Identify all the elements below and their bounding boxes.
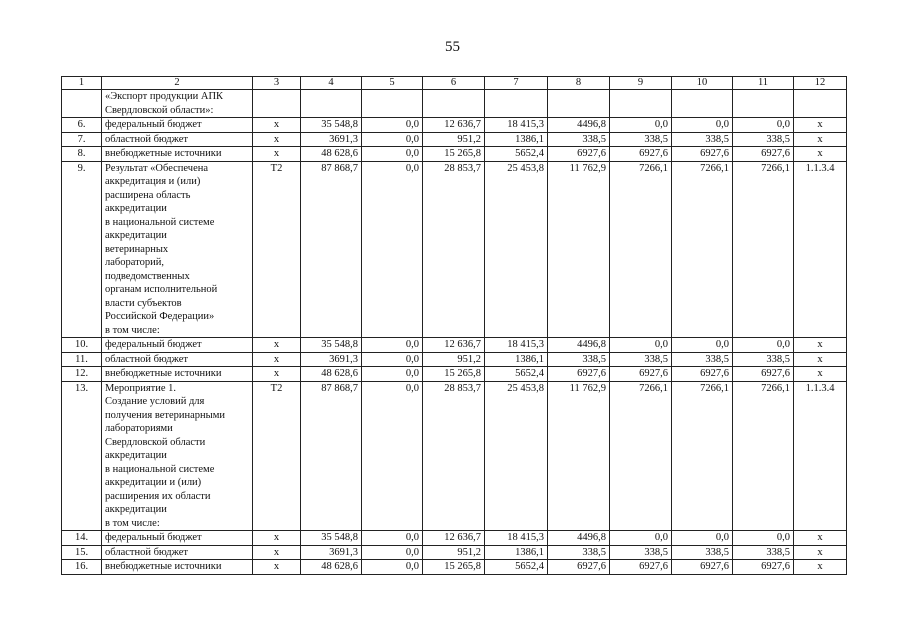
description-line: получения ветеринарными: [105, 409, 225, 421]
row-number-cell: 13.: [62, 381, 102, 531]
column-header: 1: [62, 77, 102, 90]
description-cell: [102, 352, 253, 367]
column-header: 12: [794, 77, 847, 90]
value-cell: [423, 90, 485, 118]
description-line: федеральный бюджет: [105, 532, 202, 543]
value-cell: 1386,1: [485, 132, 548, 147]
value-cell: 951,2: [423, 132, 485, 147]
table-row: [62, 352, 847, 367]
description-line: внебюджетные источники: [105, 368, 222, 379]
value-cell: 12 636,7: [423, 118, 485, 133]
value-cell: 0,0: [362, 560, 423, 575]
value-cell: 0,0: [362, 367, 423, 382]
value-cell: 7266,1: [672, 381, 733, 531]
description-line: аккредитация и (или): [105, 176, 201, 187]
table-row: [62, 338, 847, 353]
value-cell: 87 868,7: [301, 381, 362, 531]
row-number-cell: 14.: [62, 531, 102, 546]
indicator-code-cell: x: [253, 118, 301, 133]
value-cell: 0,0: [362, 132, 423, 147]
value-cell: 0,0: [733, 531, 794, 546]
value-cell: 15 265,8: [423, 560, 485, 575]
description-line: областной бюджет: [105, 546, 188, 558]
description-line: аккредитации: [105, 504, 167, 515]
description-line: лабораториями: [105, 423, 173, 434]
description-line: Результат «Обеспечена: [105, 162, 209, 174]
description-line: Свердловской области: [105, 436, 206, 448]
indicator-code-cell: x: [253, 132, 301, 147]
indicator-code-cell: x: [253, 352, 301, 367]
value-cell: 0,0: [362, 147, 423, 162]
value-cell: [733, 90, 794, 118]
description-line: подведомственных: [105, 270, 190, 282]
value-cell: 0,0: [362, 338, 423, 353]
table-row: [62, 118, 847, 133]
table-row: [62, 147, 847, 162]
value-cell: 6927,6: [672, 147, 733, 162]
value-cell: 6927,6: [733, 367, 794, 382]
value-cell: 338,5: [672, 352, 733, 367]
value-cell: 7266,1: [733, 161, 794, 338]
column-header: 5: [362, 77, 423, 90]
value-cell: 0,0: [362, 161, 423, 338]
value-cell: 12 636,7: [423, 338, 485, 353]
value-cell: [548, 90, 610, 118]
indicator-code-cell: x: [253, 147, 301, 162]
value-cell: 11 762,9: [548, 161, 610, 338]
table-row: [62, 132, 847, 147]
row-number-cell: [62, 90, 102, 118]
table-row: [62, 531, 847, 546]
value-cell: 0,0: [362, 352, 423, 367]
value-cell: 6927,6: [610, 560, 672, 575]
description-line: внебюджетные источники: [105, 561, 222, 572]
value-cell: 35 548,8: [301, 531, 362, 546]
value-cell: 18 415,3: [485, 531, 548, 546]
value-cell: 3691,3: [301, 132, 362, 147]
value-cell: 28 853,7: [423, 381, 485, 531]
value-cell: 87 868,7: [301, 161, 362, 338]
column-header: 2: [102, 77, 253, 90]
value-cell: 0,0: [672, 118, 733, 133]
target-ref-cell: x: [794, 367, 847, 382]
value-cell: 6927,6: [672, 560, 733, 575]
value-cell: 338,5: [610, 545, 672, 560]
value-cell: 0,0: [362, 531, 423, 546]
value-cell: 0,0: [672, 338, 733, 353]
value-cell: 1386,1: [485, 352, 548, 367]
table-row: [62, 381, 847, 531]
value-cell: 25 453,8: [485, 381, 548, 531]
column-header: 8: [548, 77, 610, 90]
column-header: 4: [301, 77, 362, 90]
description-line: областной бюджет: [105, 353, 188, 365]
value-cell: 11 762,9: [548, 381, 610, 531]
value-cell: 6927,6: [610, 367, 672, 382]
target-ref-cell: x: [794, 531, 847, 546]
row-number-cell: 11.: [62, 352, 102, 367]
description-line: аккредитации: [105, 450, 167, 461]
value-cell: 6927,6: [610, 147, 672, 162]
value-cell: 48 628,6: [301, 560, 362, 575]
value-cell: 7266,1: [610, 381, 672, 531]
indicator-code-cell: x: [253, 367, 301, 382]
description-line: Свердловской области»:: [105, 104, 214, 116]
table-row: [62, 90, 847, 118]
column-header: 10: [672, 77, 733, 90]
target-ref-cell: x: [794, 338, 847, 353]
description-line: федеральный бюджет: [105, 119, 202, 130]
description-line: в национальной системе: [105, 463, 215, 475]
description-line: Российской Федерации»: [105, 311, 215, 322]
description-line: «Экспорт продукции АПК: [105, 91, 224, 102]
description-cell: [102, 147, 253, 162]
description-line: Создание условий для: [105, 396, 205, 407]
value-cell: 6927,6: [548, 147, 610, 162]
target-ref-cell: x: [794, 118, 847, 133]
value-cell: 0,0: [610, 118, 672, 133]
value-cell: 18 415,3: [485, 118, 548, 133]
table-row: [62, 161, 847, 338]
value-cell: 25 453,8: [485, 161, 548, 338]
description-line: расширения их области: [105, 490, 211, 502]
value-cell: 4496,8: [548, 118, 610, 133]
value-cell: 338,5: [733, 132, 794, 147]
column-header: 6: [423, 77, 485, 90]
description-cell: [102, 545, 253, 560]
value-cell: 35 548,8: [301, 338, 362, 353]
value-cell: 35 548,8: [301, 118, 362, 133]
indicator-code-cell: x: [253, 545, 301, 560]
description-line: в том числе:: [105, 324, 160, 336]
value-cell: 338,5: [672, 132, 733, 147]
description-line: федеральный бюджет: [105, 339, 202, 350]
value-cell: 6927,6: [733, 147, 794, 162]
description-cell: [102, 338, 253, 353]
value-cell: 15 265,8: [423, 147, 485, 162]
value-cell: 0,0: [610, 338, 672, 353]
column-header: 3: [253, 77, 301, 90]
value-cell: 4496,8: [548, 531, 610, 546]
row-number-cell: 7.: [62, 132, 102, 147]
row-number-cell: 8.: [62, 147, 102, 162]
description-cell: [102, 161, 253, 338]
value-cell: 18 415,3: [485, 338, 548, 353]
value-cell: 5652,4: [485, 147, 548, 162]
description-line: внебюджетные источники: [105, 148, 222, 159]
row-number-cell: 9.: [62, 161, 102, 338]
value-cell: 3691,3: [301, 545, 362, 560]
value-cell: [610, 90, 672, 118]
indicator-code-cell: Т2: [253, 381, 301, 531]
description-line: ветеринарных: [105, 243, 169, 255]
page-number: 55: [445, 39, 460, 55]
budget-table: [61, 76, 847, 575]
header-row: [62, 77, 847, 90]
value-cell: 6927,6: [733, 560, 794, 575]
value-cell: 6927,6: [548, 560, 610, 575]
indicator-code-cell: x: [253, 338, 301, 353]
value-cell: 0,0: [733, 118, 794, 133]
table-row: [62, 367, 847, 382]
description-cell: [102, 90, 253, 118]
value-cell: 7266,1: [610, 161, 672, 338]
target-ref-cell: x: [794, 545, 847, 560]
row-number-cell: 15.: [62, 545, 102, 560]
description-cell: [102, 132, 253, 147]
target-ref-cell: x: [794, 132, 847, 147]
description-line: Мероприятие 1.: [105, 382, 177, 394]
row-number-cell: 6.: [62, 118, 102, 133]
value-cell: 951,2: [423, 545, 485, 560]
indicator-code-cell: x: [253, 560, 301, 575]
value-cell: 28 853,7: [423, 161, 485, 338]
column-header: 7: [485, 77, 548, 90]
description-line: аккредитации и (или): [105, 477, 202, 488]
description-line: власти субъектов: [105, 297, 182, 309]
value-cell: 338,5: [610, 132, 672, 147]
description-line: аккредитации: [105, 230, 167, 241]
value-cell: 338,5: [733, 352, 794, 367]
value-cell: 6927,6: [548, 367, 610, 382]
description-cell: [102, 560, 253, 575]
description-cell: [102, 367, 253, 382]
value-cell: 4496,8: [548, 338, 610, 353]
value-cell: 48 628,6: [301, 367, 362, 382]
value-cell: [672, 90, 733, 118]
description-line: областной бюджет: [105, 133, 188, 145]
value-cell: [362, 90, 423, 118]
target-ref-cell: x: [794, 560, 847, 575]
value-cell: 1386,1: [485, 545, 548, 560]
target-ref-cell: 1.1.3.4: [794, 381, 847, 531]
target-ref-cell: 1.1.3.4: [794, 161, 847, 338]
value-cell: 0,0: [362, 118, 423, 133]
value-cell: 15 265,8: [423, 367, 485, 382]
value-cell: 0,0: [362, 381, 423, 531]
indicator-code-cell: x: [253, 531, 301, 546]
value-cell: 3691,3: [301, 352, 362, 367]
target-ref-cell: x: [794, 147, 847, 162]
description-cell: [102, 531, 253, 546]
value-cell: 7266,1: [733, 381, 794, 531]
table-row: [62, 560, 847, 575]
description-line: органам исполнительной: [105, 284, 218, 295]
value-cell: 6927,6: [672, 367, 733, 382]
value-cell: 338,5: [733, 545, 794, 560]
value-cell: 5652,4: [485, 367, 548, 382]
description-line: расширена область: [105, 189, 191, 201]
column-header: 11: [733, 77, 794, 90]
value-cell: 0,0: [610, 531, 672, 546]
value-cell: 0,0: [672, 531, 733, 546]
row-number-cell: 10.: [62, 338, 102, 353]
column-header: 9: [610, 77, 672, 90]
description-cell: [102, 381, 253, 531]
value-cell: 338,5: [548, 545, 610, 560]
value-cell: 951,2: [423, 352, 485, 367]
value-cell: 5652,4: [485, 560, 548, 575]
value-cell: 12 636,7: [423, 531, 485, 546]
indicator-code-cell: Т2: [253, 161, 301, 338]
target-ref-cell: x: [794, 352, 847, 367]
description-line: лабораторий,: [105, 257, 164, 268]
value-cell: [485, 90, 548, 118]
value-cell: 0,0: [733, 338, 794, 353]
description-cell: [102, 118, 253, 133]
row-number-cell: 12.: [62, 367, 102, 382]
value-cell: 0,0: [362, 545, 423, 560]
description-line: в национальной системе: [105, 216, 215, 228]
value-cell: 338,5: [548, 352, 610, 367]
value-cell: 338,5: [548, 132, 610, 147]
description-line: в том числе:: [105, 517, 160, 529]
value-cell: 338,5: [610, 352, 672, 367]
indicator-code-cell: [253, 90, 301, 118]
value-cell: [301, 90, 362, 118]
table-row: [62, 545, 847, 560]
value-cell: 7266,1: [672, 161, 733, 338]
description-line: аккредитации: [105, 203, 167, 214]
row-number-cell: 16.: [62, 560, 102, 575]
value-cell: 48 628,6: [301, 147, 362, 162]
value-cell: 338,5: [672, 545, 733, 560]
target-ref-cell: [794, 90, 847, 118]
